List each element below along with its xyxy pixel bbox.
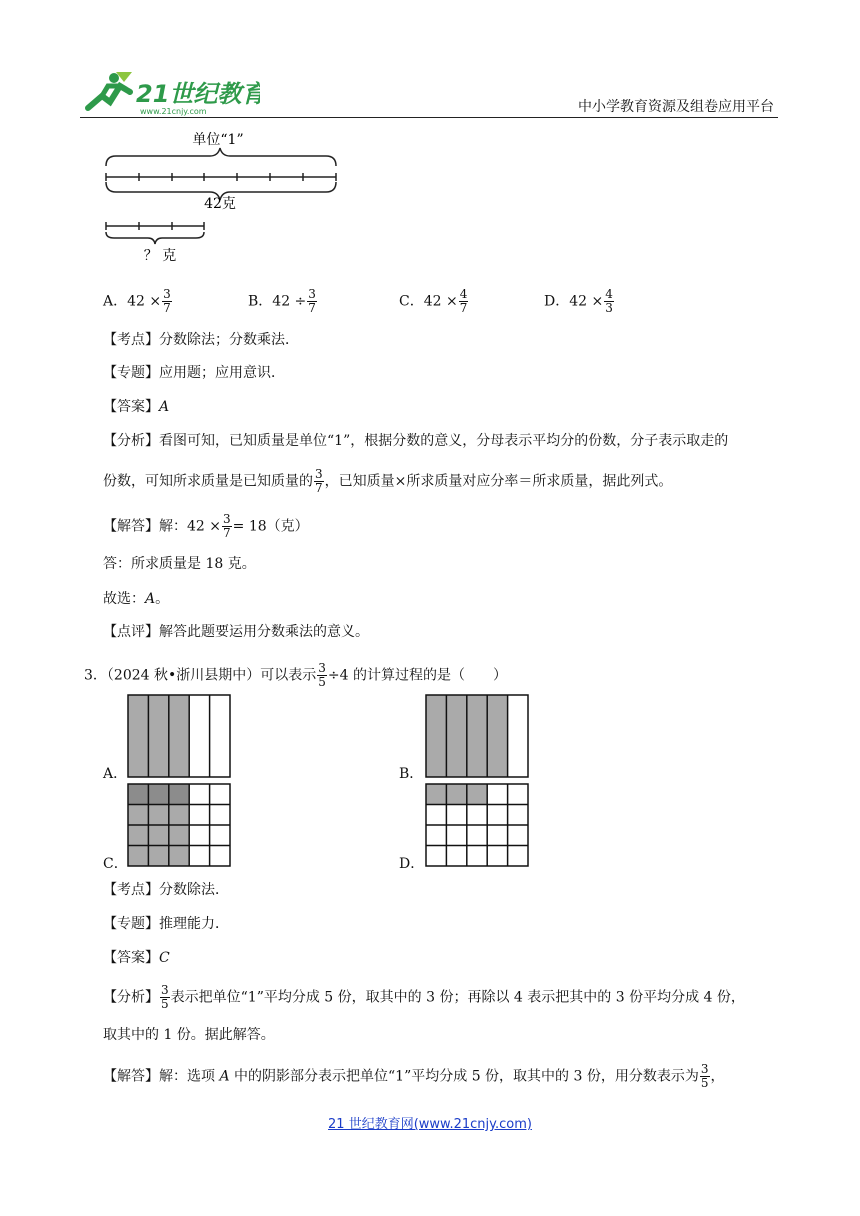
logo-text: 21世纪教育 xyxy=(136,80,260,108)
footer-link[interactable]: 21 世纪教育网(www.21cnjy.com) xyxy=(328,1117,532,1132)
q2-option-a: A．42 × $\frac{3}{7}$ xyxy=(103,287,171,315)
q2-dianping: 【点评】解答此题要运用分数乘法的意义。 xyxy=(103,624,369,640)
platform-title: 中小学教育资源及组卷应用平台 xyxy=(578,99,774,115)
q3-label-a: A． xyxy=(103,766,128,782)
runner-icon xyxy=(88,72,132,108)
q2-answer-line: 答：所求质量是 18 克。 xyxy=(103,556,256,572)
q2-answer: 【答案】A xyxy=(103,399,170,415)
q3-label-c: C． xyxy=(103,856,128,872)
q3-jieda: 【解答】解：选项 A 中的阴影部分表示把单位“1”平均分成 5 份，取其中的 3 份，用分数表示为 $\frac{3}{5}$ ， xyxy=(103,1062,725,1090)
q2-fenxi-line1: 【分析】看图可知，已知质量是单位“1”，根据分数的意义，分母表示平均分的份数，分子表示取走的 xyxy=(103,433,729,449)
unit-label: 单位“1” xyxy=(192,132,244,148)
unit-diagram xyxy=(100,128,340,268)
logo-url: www.21cnjy.com xyxy=(140,107,207,116)
q2-zhuanti: 【专题】应用题；应用意识． xyxy=(103,365,285,381)
q3-label-b: B． xyxy=(399,766,424,782)
part-brace xyxy=(106,232,204,244)
q3-fenxi-line2: 取其中的 1 份。据此解答。 xyxy=(103,1027,275,1043)
header-divider xyxy=(80,117,778,118)
q2-choose: 故选：A。 xyxy=(103,591,170,607)
q3-zhuanti: 【专题】推理能力． xyxy=(103,916,229,932)
q3-figure-c xyxy=(127,783,231,871)
total-label: 42克 xyxy=(204,196,236,212)
site-logo xyxy=(80,68,260,118)
unknown-label: ？ 克 xyxy=(143,248,177,264)
q3-label-d: D． xyxy=(399,856,425,872)
q3-stem: 3．（2024 秋•浙川县期中）可以表示 $\frac{3}{5}$ ÷4 的计算过程的是（ ） xyxy=(84,661,507,689)
q3-kaodian: 【考点】分数除法． xyxy=(103,882,229,898)
q2-option-b: B．42 ÷ $\frac{3}{7}$ xyxy=(248,287,316,315)
q3-figure-a xyxy=(127,694,231,782)
q3-answer: 【答案】C xyxy=(103,950,170,966)
footer xyxy=(0,1113,860,1132)
top-brace xyxy=(106,148,336,166)
q2-fenxi-line2: 份数，可知所求质量是已知质量的 $\frac{3}{7}$ ，已知质量×所求质量对应分率＝所求质量，据此列式。 xyxy=(103,467,673,495)
q3-figure-b xyxy=(425,694,529,782)
q2-jieda: 【解答】解：42 × $\frac{3}{7}$ = 18（克） xyxy=(103,512,309,540)
q2-option-d: D．42 × $\frac{4}{3}$ xyxy=(544,287,613,315)
q2-option-c: C．42 × $\frac{4}{7}$ xyxy=(399,287,468,315)
q3-figure-d xyxy=(425,783,529,871)
q3-fenxi-line1: 【分析】 $\frac{3}{5}$ 表示把单位“1”平均分成 5 份，取其中的 3 份；再除以 4 表示把其中的 3 份平均分成 4 份， xyxy=(103,983,745,1011)
q2-kaodian: 【考点】分数除法；分数乘法． xyxy=(103,332,299,348)
